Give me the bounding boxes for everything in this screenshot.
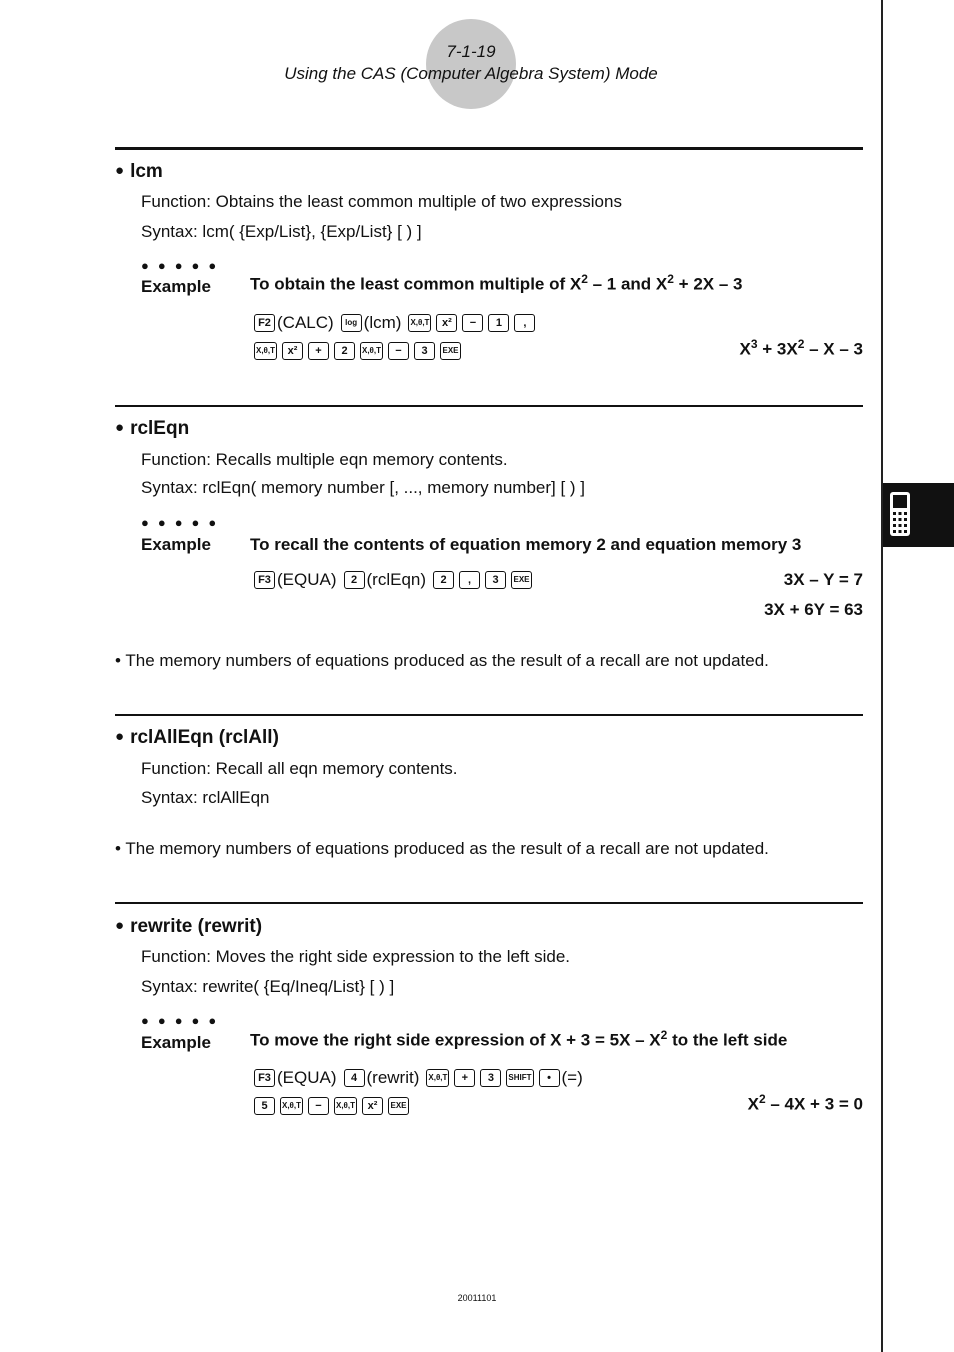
key-xthetat: X,θ,T — [280, 1097, 303, 1115]
section-divider — [115, 714, 863, 716]
section-heading-rcleqn: ● rclEqn — [115, 418, 190, 439]
section-divider — [115, 147, 863, 150]
function-description: Function: Recalls multiple eqn memory contents. — [141, 450, 508, 469]
syntax-line: Syntax: lcm( {Exp/List}, {Exp/List} [ ) ] — [141, 222, 422, 241]
key-minus: − — [308, 1097, 329, 1115]
key-5: 5 — [254, 1097, 275, 1115]
calculator-icon — [889, 491, 911, 537]
key-label: (lcm) — [363, 313, 402, 332]
key-sequence — [254, 570, 532, 590]
section-divider — [115, 405, 863, 407]
key-label: (EQUA) — [277, 1068, 337, 1087]
example-label: Example — [141, 277, 211, 296]
page-number: 7-1-19 — [446, 42, 496, 61]
key-xthetat: X,θ,T — [334, 1097, 357, 1115]
key-sequence — [254, 313, 535, 333]
example-result: 3X + 6Y = 63 — [764, 600, 863, 619]
example-marker-dots: ●●●●● — [141, 258, 226, 273]
function-description: Function: Moves the right side expression to the left side. — [141, 947, 571, 966]
key-3: 3 — [480, 1069, 501, 1087]
key-square: x² — [282, 342, 303, 360]
section-divider — [115, 902, 863, 904]
key-sequence — [254, 1068, 585, 1088]
key-comma: , — [514, 314, 535, 332]
syntax-line: Syntax: rclAllEqn — [141, 788, 270, 807]
page-title: Using the CAS (Computer Algebra System) Mode — [284, 64, 658, 83]
key-square: x² — [436, 314, 457, 332]
key-xthetat: X,θ,T — [408, 314, 431, 332]
example-marker-dots: ●●●●● — [141, 1013, 226, 1028]
key-xthetat: X,θ,T — [360, 342, 383, 360]
function-description: Function: Recall all eqn memory contents. — [141, 759, 458, 778]
key-f3: F3 — [254, 571, 275, 589]
key-dot: • — [539, 1069, 560, 1087]
key-f2: F2 — [254, 314, 275, 332]
chapter-tab — [883, 483, 954, 547]
key-label: (CALC) — [277, 313, 334, 332]
example-result: $X^3 + 3X^2 - X - 3$ — [739, 337, 863, 359]
key-plus: + — [454, 1069, 475, 1087]
example-label: Example — [141, 1033, 211, 1052]
note: • The memory numbers of equations produced as the result of a recall are not updated. — [115, 839, 769, 858]
key-square: x² — [362, 1097, 383, 1115]
example-title: To move the right side expression of $X + 3 = 5X - X^2$ to the left side — [250, 1028, 788, 1050]
syntax-line: Syntax: rclEqn( memory number [, ..., memory number] [ ) ] — [141, 478, 586, 497]
example-result: 3X – Y = 7 — [783, 570, 863, 589]
key-label: (EQUA) — [277, 570, 337, 589]
example-title: To obtain the least common multiple of $X^2 - 1$ and $X^2 + 2X - 3$ — [250, 272, 743, 294]
right-margin-rule — [881, 0, 883, 1352]
key-minus: − — [388, 342, 409, 360]
example-label: Example — [141, 535, 211, 554]
section-heading-rclalleqn: ● rclAllEqn (rclAll) — [115, 727, 279, 748]
key-xthetat: X,θ,T — [426, 1069, 449, 1087]
function-description: Function: Obtains the least common multiple of two expressions — [141, 192, 622, 211]
key-exe: EXE — [388, 1097, 409, 1115]
key-plus: + — [308, 342, 329, 360]
example-result: $X^2 - 4X + 3 = 0$ — [747, 1092, 863, 1114]
key-comma: , — [459, 571, 480, 589]
key-sequence — [254, 342, 461, 360]
key-2: 2 — [433, 571, 454, 589]
footer-code: 20011101 — [457, 1293, 497, 1303]
key-f3: F3 — [254, 1069, 275, 1087]
example-title: To recall the contents of equation memory 2 and equation memory 3 — [250, 535, 802, 554]
key-log: log — [341, 314, 362, 332]
key-label: (=) — [561, 1068, 583, 1087]
section-heading-lcm: ● lcm — [115, 161, 163, 182]
key-exe: EXE — [511, 571, 532, 589]
key-2: 2 — [334, 342, 355, 360]
key-label: (rewrit) — [366, 1068, 420, 1087]
example-marker-dots: ●●●●● — [141, 515, 226, 530]
key-shift: SHIFT — [506, 1069, 533, 1087]
key-xthetat: X,θ,T — [254, 342, 277, 360]
key-minus: − — [462, 314, 483, 332]
key-3: 3 — [485, 571, 506, 589]
key-exe: EXE — [440, 342, 461, 360]
note: • The memory numbers of equations produced as the result of a recall are not updated. — [115, 651, 769, 670]
key-label: (rclEqn) — [366, 570, 427, 589]
key-1: 1 — [488, 314, 509, 332]
key-sequence — [254, 1097, 409, 1115]
key-4: 4 — [344, 1069, 365, 1087]
key-3: 3 — [414, 342, 435, 360]
syntax-line: Syntax: rewrite( {Eq/Ineq/List} [ ) ] — [141, 977, 395, 996]
section-heading-rewrite: ● rewrite (rewrit) — [115, 916, 263, 937]
key-2: 2 — [344, 571, 365, 589]
